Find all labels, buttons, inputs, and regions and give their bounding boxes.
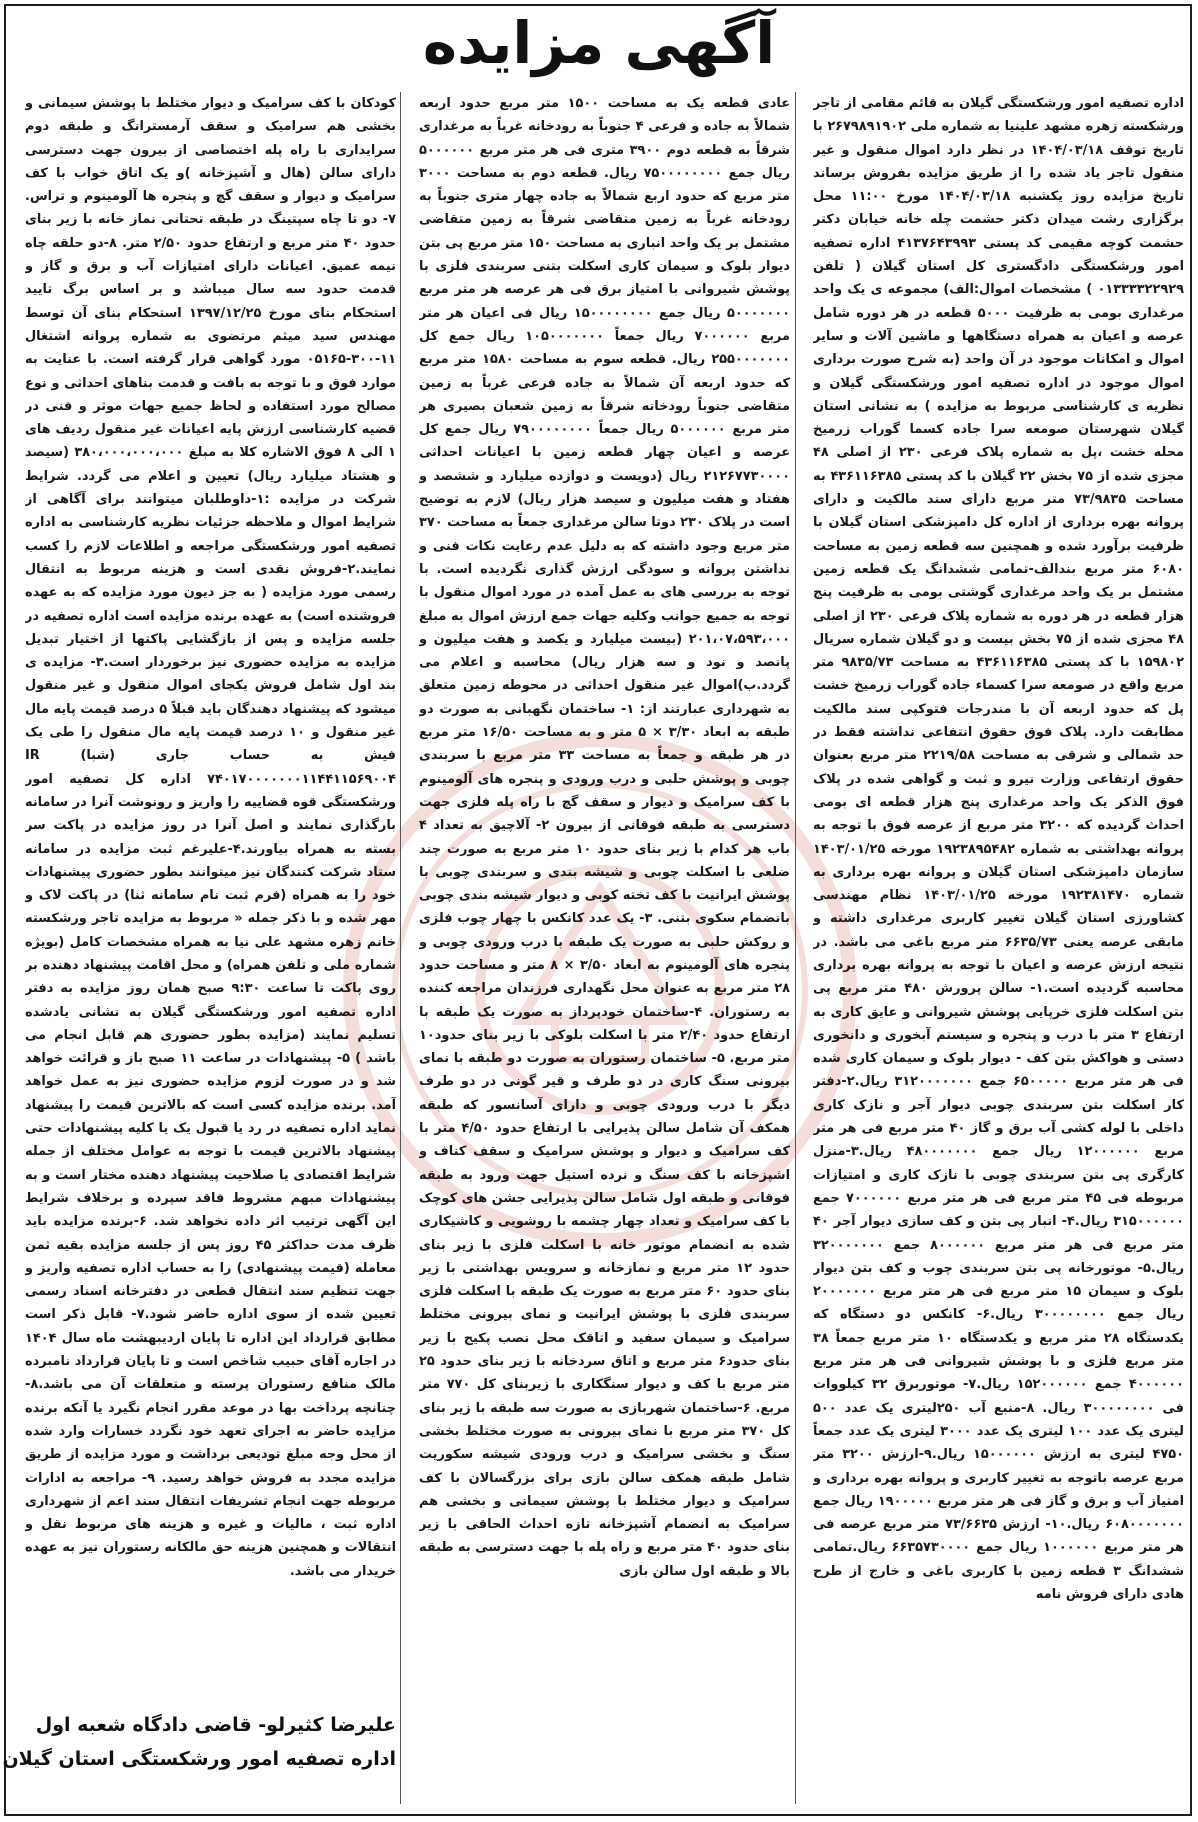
signature-judge: علیرضا کثیرلو- قاضی دادگاه شعبه اول xyxy=(35,1714,396,1736)
column-divider xyxy=(795,92,796,1804)
column-divider xyxy=(400,92,401,1804)
signature-office: اداره تصفیه امور ورشکستگی استان گیلان xyxy=(2,1748,396,1770)
notice-column-right: اداره تصفیه امور ورشکستگی گیلان به قائم مقامی از تاجر ورشکسته زهره مشهد علینیا به شماره ملی ۲۶۷۹۸۹۱۹۰۲ با تاریخ توقف ۱۴۰۴/۰۳/۱۸ در نظر دارد اموال منقول و غیر منقول تاجر یاد شده را از طریق مزایده بفروش برساند تاریخ مزایده روز یکشنبه ۱۴۰۴/۰۳/۱۸ مورخ ۱۱:۰۰ محل برگزاری رشت میدان دکتر حشمت چله خانه خیابان دکتر حشمت کوچه مقیمی کد پستی ۴۱۳۷۶۴۳۹۹۳ اداره تصفیه امور ورشکستگی دادگستری کل استان گیلان ( تلفن ۰۱۳۳۳۳۲۲۹۲۹ ) مشخصات اموال:الف) مجموعه ی یک واحد مرغداری بومی به ظرفیت ۵۰۰۰ قطعه در هر دوره شامل عرصه و اعیان به همراه دستگاهها و ماشین آلات و سایر اموال و امکانات موجود در آن واحد (به شرح صورت برداری اموال موجود در اداره تصفیه امور ورشکستگی گیلان و نظریه ی کارشناسی مربوط به مزایده ) به نشانی استان گیلان شهرستان صومعه سرا جاده کسما گوراب زرمیخ محله خشت ،پل به شماره پلاک فرعی ۲۳۰ از اصلی ۴۸ مجزی شده از ۷۵ بخش ۲۲ گیلان با کد پستی ۴۳۶۱۱۶۳۸۵ به مساحت ۷۳/۹۸۳۵ متر مربع دارای سند مالکیت و دارای پروانه بهره برداری از اداره کل دامپزشکی استان گیلان با ظرفیت برآورد شده و همچنین سه قطعه زمین به مساحت ۶۰۸۰ متر مربع بندالف-تمامی ششدانگ یک قطعه زمین مشتمل بر یک واحد مرغداری گوشتی بومی به ظرفیت پنج هزار قطعه در هر دوره به شماره پلاک فرعی ۲۳۰ از اصلی ۴۸ مجزی شده از ۷۵ بخش بیست و دو گیلان شماره سریال ۱۵۹۸۰۲ با کد پستی ۴۳۶۱۱۶۳۸۵ به مساحت ۹۸۳۵/۷۳ متر مربع واقع در صومعه سرا کسماء جاده گوراب زرمیخ خشت پل که حدود اربعه آن با مندرجات فتوکپی سند مالکیت مطابقت دارد. پلاک فوق حقوق انتفاعی نداشته فقط در حد شمالی و شرقی به مساحت ۲۲۱۹/۵۸ متر مربع بعنوان حقوق ارتفاعی وزارت نیرو و ثبت و گواهی شده در پلاک فوق الذکر یک واحد مرغداری پنج هزار قطعه ای بومی احداث گردیده که ۳۲۰۰ متر مربع از عرصه فوق با توجه به پروانه بهداشتی به شماره ۱۹۲۳۸۹۵۴۸۲ مورخه ۱۴۰۳/۰۱/۲۵ سازمان دامپزشکی استان گیلان و پروانه بهره برداری به شماره ۱۹۲۳۸۱۴۷۰ مورخه ۱۴۰۳/۰۱/۲۵ نظام مهندسی کشاورزی استان گیلان تغییر کاربری مرغداری داشته و مابقی عرصه یعنی ۶۶۳۵/۷۳ متر مربع باغی می باشد. در نتیجه ارزش عرصه و اعیان با توجه به پروانه بهره برداری محاسبه گردیده است.۱- سالن پرورش ۴۸۰ متر مربع پی بتن اسکلت فلزی خرپایی پوشش شیروانی و عایق کاری به ارتفاع ۳ متر با درب و پنجره و سیستم آبخوری و دانخوری دستی و هواکش بتن کف - دیوار بلوک و سیمان کاری شده فی هر متر مربع ۶۵۰۰۰۰۰ جمع ۳۱۲۰۰۰۰۰۰۰ ریال.۲-دفتر کار اسکلت بتن سربندی چوبی دیوار آجر و نازک کاری داخلی با لوله کشی آب برق و گاز ۴۰ متر مربع فی هر متر مربع ۱۲۰۰۰۰۰۰ ریال جمع ۴۸۰۰۰۰۰۰۰ ریال.۳-منزل کارگری پی بتن سربندی چوبی با نازک کاری و امتیازات مربوطه فی ۴۵ متر مربع فی هر متر مربع ۷۰۰۰۰۰۰ جمع ۳۱۵۰۰۰۰۰۰ ریال.۴- انبار پی بتن و کف سازی دیوار آجر ۴۰ متر مربع فی هر متر مربع ۸۰۰۰۰۰۰ جمع ۳۲۰۰۰۰۰۰۰ ریال.۵- موتورخانه پی بتن سربندی چوب و کف بتن دیوار بلوک و سیمان ۱۵ متر مربع فی هر متر مربع ۲۰۰۰۰۰۰۰ ریال جمع ۳۰۰۰۰۰۰۰۰ ریال.۶- کانکس دو دستگاه که یکدستگاه ۲۸ متر مربع و یکدستگاه ۱۰ متر مربع جمعاً ۳۸ متر مربع فلزی و با پوشش شیروانی فی هر متر مربع ۴۰۰۰۰۰۰ جمع ۱۵۲۰۰۰۰۰۰ ریال.۷- موتوربرق ۳۲ کیلووات فی ۳۰۰۰۰۰۰۰۰ ریال. ۸-منبع آب ۲۵۰لیتری یک عدد ۵۰۰ لیتری یک عدد ۱۰۰ لیتری یک عدد ۳۰۰۰ لیتری یک عدد جمعاً ۴۷۵۰ لیتری به ارزش ۱۵۰۰۰۰۰۰ ریال.۹-ارزش ۳۲۰۰ متر مربع عرصه باتوجه به تغییر کاربری و پروانه بهره برداری و امتیاز آب و برق و گاز فی هر متر مربع ۱۹۰۰۰۰۰ ریال جمع ۶۰۸۰۰۰۰۰۰۰ ریال.۱۰- ارزش ۷۳/۶۶۳۵ متر مربع عرصه فی هر متر مربع ۱۰۰۰۰۰۰ ریال جمع ۶۶۳۵۷۳۰۰۰۰ ریال.تمامی ششدانگ ۳ قطعه زمین با کاربری باغی و خارج از طرح هادی دارای فروش نامه xyxy=(813,96,1184,1602)
notice-column-middle: عادی قطعه یک به مساحت ۱۵۰۰ متر مربع حدود اربعه شمالاً به جاده و فرعی ۴ جنوباً به رودخانه غرباً به مرغداری شرقاً به قطعه دوم ۳۹۰۰ متری فی هر متر مربع ۵۰۰۰۰۰۰ ریال جمع ۷۵۰۰۰۰۰۰۰۰ ریال. قطعه دوم به مساحت ۳۰۰۰ متر مربع که حدود اربع شمالاً به جاده چهار متری جنوباً به رودخانه غرباً به زمین متقاضی شرقاً به زمین متقاضی مشتمل بر یک واحد انباری به مساحت ۱۵۰ متر مربع پی بتن دیوار بلوک و سیمان کاری اسکلت بتنی سربندی فلزی با پوشش شیروانی با امتیاز برق فی هر عرصه هر متر مربع ۵۰۰۰۰۰۰۰ ریال جمع ۱۵۰۰۰۰۰۰۰۰ ریال فی اعیان هر متر مربع ۷۰۰۰۰۰۰ ریال جمعاً ۱۰۵۰۰۰۰۰۰۰ ریال جمع کل ۲۵۵۰۰۰۰۰۰۰ ریال. قطعه سوم به مساحت ۱۵۸۰ متر مربع که حدود اربعه آن شمالاً به جاده فرعی غرباً به زمین متقاضی جنوباً رودخانه شرقاً به زمین شعبان بصیری هر متر مربع ۵۰۰۰۰۰۰ ریال جمعاً ۷۹۰۰۰۰۰۰۰۰ ریال جمع کل عرصه و اعیان چهار قطعه زمین با اعیانات احداثی ۲۱۲۶۷۷۳۰۰۰۰ ریال (دویست و دوازده میلیارد و ششصد و هفتاد و هفت میلیون و سیصد هزار ریال) لازم به توضیح است در پلاک ۲۳۰ دوتا سالن مرغداری جمعاً به مساحت ۳۷۰ متر مربع وجود داشته که به دلیل عدم رعایت نکات فنی و نداشتن پروانه و سودگی ارزش گذاری نگردیده است. با توجه به بررسی های به عمل آمده در مورد اموال منقول با توجه به جمیع جوانب وکلیه جهات جمع ارزش اموال به مبلغ ۲۰۱،۰۷،۵۹۳،۰۰۰ (بیست میلیارد و یکصد و هفت میلیون و پانصد و نود و سه هزار ریال) محاسبه و اعلام می گردد.ب)اموال غیر منقول احداثی در محوطه زمین متعلق به شهرداری عبارتند از: ۱- ساختمان نگهبانی به صورت دو طبقه به ابعاد ۳/۳۰ × ۵ متر و به مساحت ۱۶/۵۰ متر مربع در هر طبقه و جمعاً به مساحت ۳۳ متر مربع با سربندی چوبی و پوشش حلبی و درب ورودی و پنجره های آلومینوم با کف سرامیک و دیوار و سقف گچ با راه پله فلزی جهت دسترسی به طبقه فوقانی از بیرون ۲- آلاچیق به تعداد ۴ باب هر کدام با زیر بنای حدود ۱۰ متر مربع به صورت چند ضلعی با اسکلت چوبی و شیشه بندی و سربندی چوبی با پوشش ایرانیت با کف تخته کوبی و دیوار شیشه بندی چوبی بانضمام سکوی بتنی. ۳- یک عدد کانکس با چهار چوب فلزی و روکش حلبی به صورت یک طبقه با درب ورودی چوبی و پنجره های آلومینوم به ابعاد ۳/۵۰ × ۸ متر و مساحت حدود ۲۸ متر مربع به عنوان محل نگهداری فرزندان مراجعه کننده به رستوران. ۴-ساختمان خودپرداز به صورت یک طبقه با ارتفاع حدود ۲/۴۰ متر با اسکلت بلوکی با زیر بنای حدود۱۰ متر مربع. ۵- ساختمان رستوران به صورت دو طبقه با نمای بیرونی سنگ کاری در دو طرف و قیر گونی در دو طرف دیگر با درب ورودی چوبی و دارای آسانسور که طبقه همکف آن شامل سالن پذیرایی با ارتفاع حدود ۴/۵۰ متر با کف سرامیک و دیوار و پوشش سرامیک و سقف کناف و اشپزخانه با کف سنگ و نرده استیل جهت ورود به طبقه فوقانی و طبقه اول شامل سالن پذیرایی جشن های کوچک با کف سرامیک و تعداد چهار چشمه با روشویی و کاشیکاری شده به انضمام موتور خانه با اسکلت فلزی با زیر بنای حدود ۱۲ متر مربع و نمازخانه و سرویس بهداشتی با زیر بنای حدود ۶۰ متر مربع به صورت یک طبقه با اسکلت فلزی سربندی فلزی با پوشش ایرانیت و نمای بیرونی مختلط سرامیک و سیمان سفید و اتاقک محل نصب پکیج با زیر بنای حدود۶ متر مربع و اتاق سردخانه با زیر بنای حدود ۲۵ متر مربع با کف و دیوار سنگکاری با زیربنای کل ۷۷۰ متر مربع. ۶-ساختمان شهربازی به صورت سه طبقه با زیر بنای کل ۳۷۰ متر مربع با نمای بیرونی به صورت مختلط بخشی سنگ و بخشی سرامیک و درب ورودی شیشه سکوریت شامل طبقه همکف سالن بازی برای بزرگسالان با کف سرامیک و دیوار مختلط با پوشش سیمانی و بخشی هم سرامیک به انضمام آشپزخانه تازه احداث الحاقی با زیر بنای حدود ۴۰ متر مربع و راه پله با جهت دسترسی به طبقه بالا و طبقه اول سالن بازی xyxy=(419,96,790,1579)
notice-column-left: کودکان با کف سرامیک و دیوار مختلط با پوشش سیمانی و بخشی هم سرامیک و سقف آرمسترانگ و طبقه دوم سرایداری با راه پله اختصاصی از بیرون جهت دسترسی دارای سالن (هال و آشپزخانه )و یک اتاق خواب با کف سرامیک و دیوار و سقف گچ و پنجره ها آلومینوم و تراس. ۷- دو تا چاه سپتینگ در طبقه تحتانی نماز خانه با زیر بنای حدود ۴۰ متر مربع و ارتفاع حدود ۲/۵۰ متر. ۸-دو حلقه چاه نیمه عمیق. اعیانات دارای امتیازات آب و برق و گاز و قدمت حدود سه سال میباشد و بر اساس برگ تایید استحکام بنای مورخ ۱۳۹۷/۱۲/۲۵ استحکام بنای آن توسط مهندس سید میثم مرتضوی به شماره پروانه اشتغال ۱۱-۳۰۰-۰۵۱۶۵ مورد گواهی قرار گرفته است. با عنایت به موارد فوق و با توجه به بافت و قدمت بناهای احداثی و نوع مصالح مورد استفاده و لحاظ جمیع جهات موثر و فنی در قضیه کارشناسی ارزش پایه اعیانات غیر منقول ردیف های ۱ الی ۸ فوق الاشاره کلا به مبلغ ۳۸۰،۰۰۰،۰۰۰،۰۰۰ (سیصد و هشتاد میلیارد ریال) تعیین و اعلام می گردد. شرایط شرکت در مزایده :۱-داوطلبان میتوانند برای آگاهی از شرایط اموال و ملاحظه جزئیات نظریه کارشناسی به اداره تصفیه امور ورشکستگی مراجعه و اطلاعات لازم را کسب نمایند.۲-فروش نقدی است و هزینه مربوط به انتقال رسمی مورد مزایده ( به جز دیون مورد مزایده که به عهده فروشنده است) به عهده برنده مزایده است اداره تصفیه در جلسه مزایده و پس از بازگشایی پاکتها از اختیار تبدیل مزایده به مزایده حضوری نیز برخوردار است.۳- مزایده ی بند اول شامل فروش یکجای اموال منقول و غیر منقول میشود که پیشنهاد دهندگان باید قبلاً ۵ درصد قیمت پایه مال غیر منقول و ۱۰ درصد قیمت پایه مال منقول را طی یک فیش به حساب جاری (شبا) IR ۷۴۰۱۷۰۰۰۰۰۰۰۱۱۴۴۱۱۵۶۹۰۰۴ اداره کل تصفیه امور ورشکستگی قوه قضاییه را واریز و رونوشت آنرا در سامانه بارگذاری نمایند و اصل آنرا در روز مزایده در پاکت سر بسته به همراه بیاورند.۴-علیرغم ثبت مزایده در سامانه ستاد شرکت کنندگان نیز میتوانند بطور حضوری پیشنهادات خود را به همراه (فرم ثبت نام سامانه ثنا) در پاکت لاک و مهر شده و با ذکر جمله « مربوط به مزایده تاجر ورشکسته خانم زهره مشهد علی نیا به همراه مشخصات کامل (بویژه شماره ملی و تلفن همراه) و محل اقامت پیشنهاد دهنده بر روی پاکت تا ساعت ۹:۳۰ صبح همان روز مزایده به دفتر اداره تصفیه امور ورشکستگی گیلان به نشانی یادشده تسلیم نمایند (مزایده بطور حضوری هم قابل انجام می باشد ) ۵- پیشنهادات در ساعت ۱۱ صبح باز و قرائت خواهد شد و در صورت لزوم مزایده حضوری نیز به عمل خواهد آمد. برنده مزایده کسی است که بالاترین قیمت را پیشنهاد نماید اداره تصفیه در رد یا قبول یک یا کلیه پیشنهادات حتی پیشنهاد بالاترین قیمت با توجه به عوامل مختلف از جمله شرایط اقتصادی یا صلاحیت پیشنهاد دهنده مختار است و به پیشنهادات مبهم مشروط فاقد سپرده و برخلاف شرایط این آگهی ترتیب اثر داده نخواهد شد. ۶-برنده مزایده باید ظرف مدت حداکثر ۴۵ روز پس از جلسه مزایده بقیه ثمن معامله (قیمت پیشنهادی) را به حساب اداره تصفیه واریز و جهت تنظیم سند انتقال قطعی در دفترخانه اسناد رسمی تعیین شده از سوی اداره حاضر شود.۷- قابل ذکر است مطابق قرارداد این اداره تا پایان اردیبهشت ماه سال ۱۴۰۴ در اجاره آقای حبیب شاخص است و تا پایان قرارداد نامبرده مالک منافع رستوران پرسته و متعلقات آن می باشد.۸- چنانچه پرداخت بها در موعد مقرر انجام نگیرد یا آنکه برنده مزایده حاضر به اجرای تعهد خود نگردد خسارات وارد شده از محل وجه مبلغ تودیعی برداشت و مورد مزایده از طریق مزایده مجدد به فروش خواهد رسید. ۹- مراجعه به ادارات مربوطه جهت انجام تشریفات انتقال سند اعم از شهرداری اداره ثبت ، مالیات و غیره و هزینه های مربوط نقل و انتقالات و همچنین هزینه حق مالکانه رستوران نیز به عهده خریدار می باشد. xyxy=(25,96,396,1579)
notice-title: آگهی مزایده xyxy=(422,9,776,77)
signature-block xyxy=(2,1708,396,1776)
